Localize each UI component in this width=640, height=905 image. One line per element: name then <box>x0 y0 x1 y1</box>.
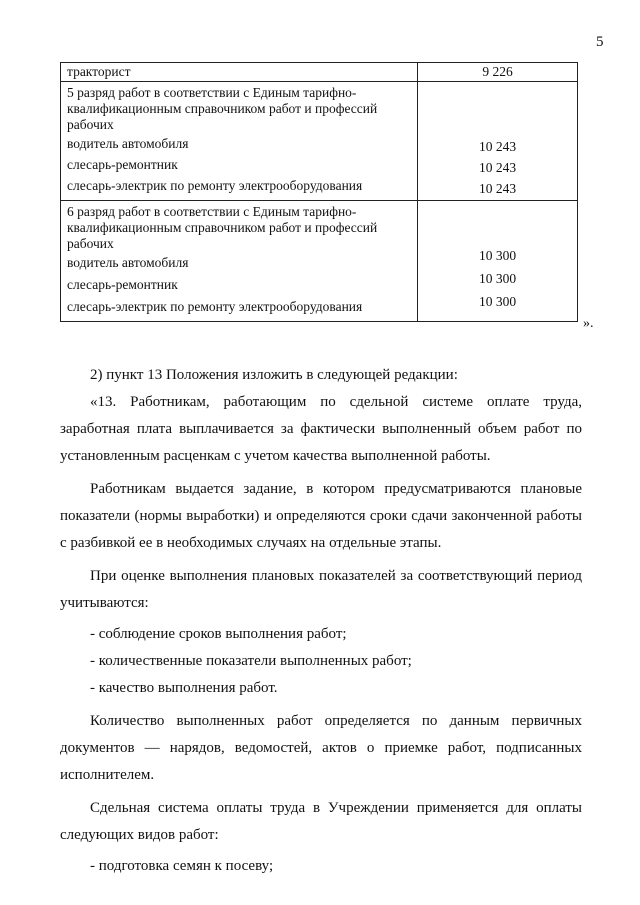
list-item: - качество выполнения работ. <box>90 680 278 696</box>
group-heading-line: рабочих <box>67 117 114 132</box>
page-number: 5 <box>596 34 604 50</box>
paragraph: Работникам выдается задание, в котором предусматриваются плановые показатели (нормы выработки) и определяются сроки сдачи законченной работы с разбивкой ее в необходимых случаях на отдельные этапы. <box>60 481 582 551</box>
job-name: слесарь-электрик по ремонту электрооборудования <box>67 299 363 314</box>
body-text <box>60 362 582 880</box>
list-item: - соблюдение сроков выполнения работ; <box>90 626 347 642</box>
job-name: тракторист <box>67 64 131 79</box>
paragraph: Количество выполненных работ определяется по данным первичных документов — нарядов, ведомостей, актов о приемке работ, подписанных исполнителем. <box>60 713 582 783</box>
table-group-5 <box>61 82 577 201</box>
job-name: слесарь-ремонтник <box>67 157 178 172</box>
work-types-list <box>60 853 582 880</box>
table-group-6 <box>61 201 577 321</box>
group-heading-line: рабочих <box>67 236 114 251</box>
job-name: водитель автомобиля <box>67 136 189 151</box>
job-rate: 10 300 <box>478 248 517 263</box>
job-rate: 10 243 <box>478 181 517 196</box>
group-heading-line: 6 разряд работ в соответствии с Единым тарифно- <box>67 204 357 219</box>
job-rate: 10 243 <box>478 160 517 175</box>
criteria-list <box>60 621 582 702</box>
job-rate: 9 226 <box>482 64 513 79</box>
list-item: - количественные показатели выполненных работ; <box>90 653 412 669</box>
rates-table <box>60 62 578 322</box>
job-name: водитель автомобиля <box>67 255 189 270</box>
paragraph: 2) пункт 13 Положения изложить в следующей редакции: <box>90 367 458 383</box>
job-rate: 10 243 <box>478 139 517 154</box>
list-item: - подготовка семян к посеву; <box>90 858 274 874</box>
paragraph: При оценке выполнения плановых показателей за соответствующий период учитываются: <box>60 568 582 611</box>
job-rate: 10 300 <box>478 271 517 286</box>
group-heading-line: квалификационным справочником работ и профессий <box>67 101 378 116</box>
closing-quote: ». <box>583 316 594 331</box>
job-rate: 10 300 <box>478 294 517 309</box>
table-row <box>61 63 577 82</box>
job-name: слесарь-ремонтник <box>67 277 178 292</box>
group-heading-line: квалификационным справочником работ и профессий <box>67 220 378 235</box>
paragraph: «13. Работникам, работающим по сдельной системе оплате труда, заработная плата выплачивается за фактически выполненный объем работ по установленным расценкам с учетом качества выполненной работы. <box>60 394 582 464</box>
job-name: слесарь-электрик по ремонту электрооборудования <box>67 178 363 193</box>
paragraph: Сдельная система оплаты труда в Учреждении применяется для оплаты следующих видов работ: <box>60 800 582 843</box>
group-heading-line: 5 разряд работ в соответствии с Единым тарифно- <box>67 85 357 100</box>
